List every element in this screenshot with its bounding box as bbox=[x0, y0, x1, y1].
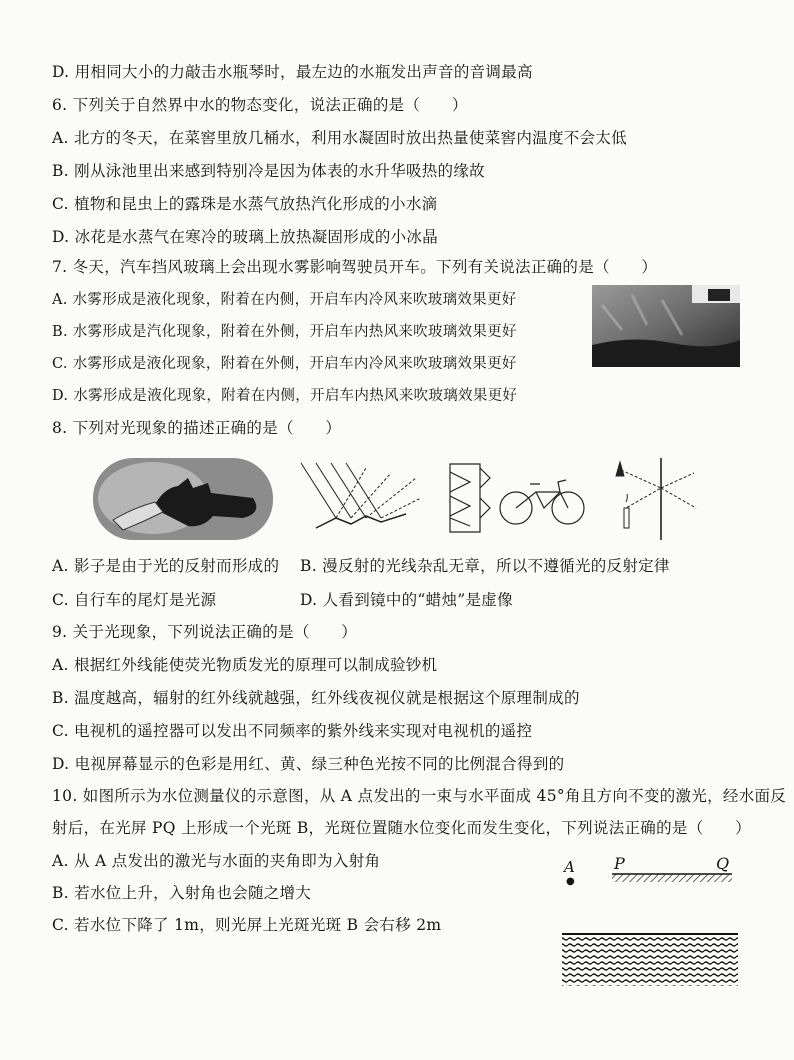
q9-option-d: D. 电视屏幕显示的色彩是用红、黄、绿三种色光按不同的比例混合得到的 bbox=[52, 755, 565, 773]
diagram-graphics bbox=[560, 852, 740, 992]
foggy-windshield-photo bbox=[592, 285, 740, 367]
q8-stem: 8. 下列对光现象的描述正确的是（ ） bbox=[52, 419, 342, 437]
point-p-label: P bbox=[614, 854, 625, 873]
q10-stem-line2: 射后，在光屏 PQ 上形成一个光斑 B，光斑位置随水位变化而发生变化，下列说法正确的是（ ） bbox=[52, 819, 751, 837]
q6-option-a: A. 北方的冬天，在菜窖里放几桶水，利用水凝固时放出热量使菜窖内温度不会太低 bbox=[52, 129, 627, 147]
q7-option-b: B. 水雾形成是汽化现象，附着在外侧，开启车内热风来吹玻璃效果更好 bbox=[52, 324, 517, 340]
mirror-candle-diagram bbox=[606, 458, 702, 540]
q6-option-c: C. 植物和昆虫上的露珠是水蒸气放热汽化形成的小水滴 bbox=[52, 195, 438, 213]
q5-option-d: D. 用相同大小的力敲击水瓶琴时，最左边的水瓶发出声音的音调最高 bbox=[52, 63, 533, 81]
water-level-diagram bbox=[560, 852, 740, 992]
q8-option-a: A. 影子是由于光的反射而形成的 bbox=[52, 557, 280, 575]
q6-option-b: B. 刚从泳池里出来感到特别冷是因为体表的水升华吸热的缘故 bbox=[52, 162, 485, 180]
q10-option-b: B. 若水位上升，入射角也会随之增大 bbox=[52, 884, 312, 902]
q7-option-c: C. 水雾形成是液化现象，附着在外侧，开启车内冷风来吹玻璃效果更好 bbox=[52, 356, 517, 372]
q6-option-d: D. 冰花是水蒸气在寒冷的玻璃上放热凝固形成的小冰晶 bbox=[52, 228, 439, 246]
shadow-puppet-image bbox=[93, 458, 273, 540]
q9-option-c: C. 电视机的遥控器可以发出不同频率的紫外线来实现对电视机的遥控 bbox=[52, 722, 533, 740]
point-a-label: A bbox=[564, 858, 575, 876]
bicycle-taillight-image bbox=[444, 458, 590, 538]
point-q-label: Q bbox=[716, 854, 730, 873]
q7-stem: 7. 冬天，汽车挡风玻璃上会出现水雾影响驾驶员开车。下列有关说法正确的是（ ） bbox=[52, 258, 658, 276]
q9-stem: 9. 关于光现象，下列说法正确的是（ ） bbox=[52, 623, 358, 641]
q9-option-a: A. 根据红外线能使荧光物质发光的原理可以制成验钞机 bbox=[52, 656, 438, 674]
diffuse-reflection-diagram bbox=[296, 458, 426, 538]
q7-option-d: D. 水雾形成是液化现象，附着在内侧，开启车内热风来吹玻璃效果更好 bbox=[52, 388, 518, 404]
q8-option-b: B. 漫反射的光线杂乱无章，所以不遵循光的反射定律 bbox=[300, 557, 670, 575]
q9-option-b: B. 温度越高，辐射的红外线就越强，红外线夜视仪就是根据这个原理制成的 bbox=[52, 689, 580, 707]
q6-stem: 6. 下列关于自然界中水的物态变化，说法正确的是（ ） bbox=[52, 96, 468, 114]
q10-option-c: C. 若水位下降了 1m，则光屏上光斑光斑 B 会右移 2m bbox=[52, 916, 442, 934]
q10-stem-line1: 10. 如图所示为水位测量仪的示意图，从 A 点发出的一束与水平面成 45°角且方向不变的激光，经水面反 bbox=[52, 787, 787, 805]
q10-option-a: A. 从 A 点发出的激光与水面的夹角即为入射角 bbox=[52, 852, 381, 870]
q8-option-d: D. 人看到镜中的“蜡烛”是虚像 bbox=[300, 591, 513, 609]
q7-option-a: A. 水雾形成是液化现象，附着在内侧，开启车内冷风来吹玻璃效果更好 bbox=[52, 292, 517, 308]
water-surface bbox=[562, 934, 738, 986]
q8-option-c: C. 自行车的尾灯是光源 bbox=[52, 591, 217, 609]
point-a-dot: ● bbox=[566, 876, 575, 887]
screen-pq-hatch bbox=[612, 874, 732, 882]
